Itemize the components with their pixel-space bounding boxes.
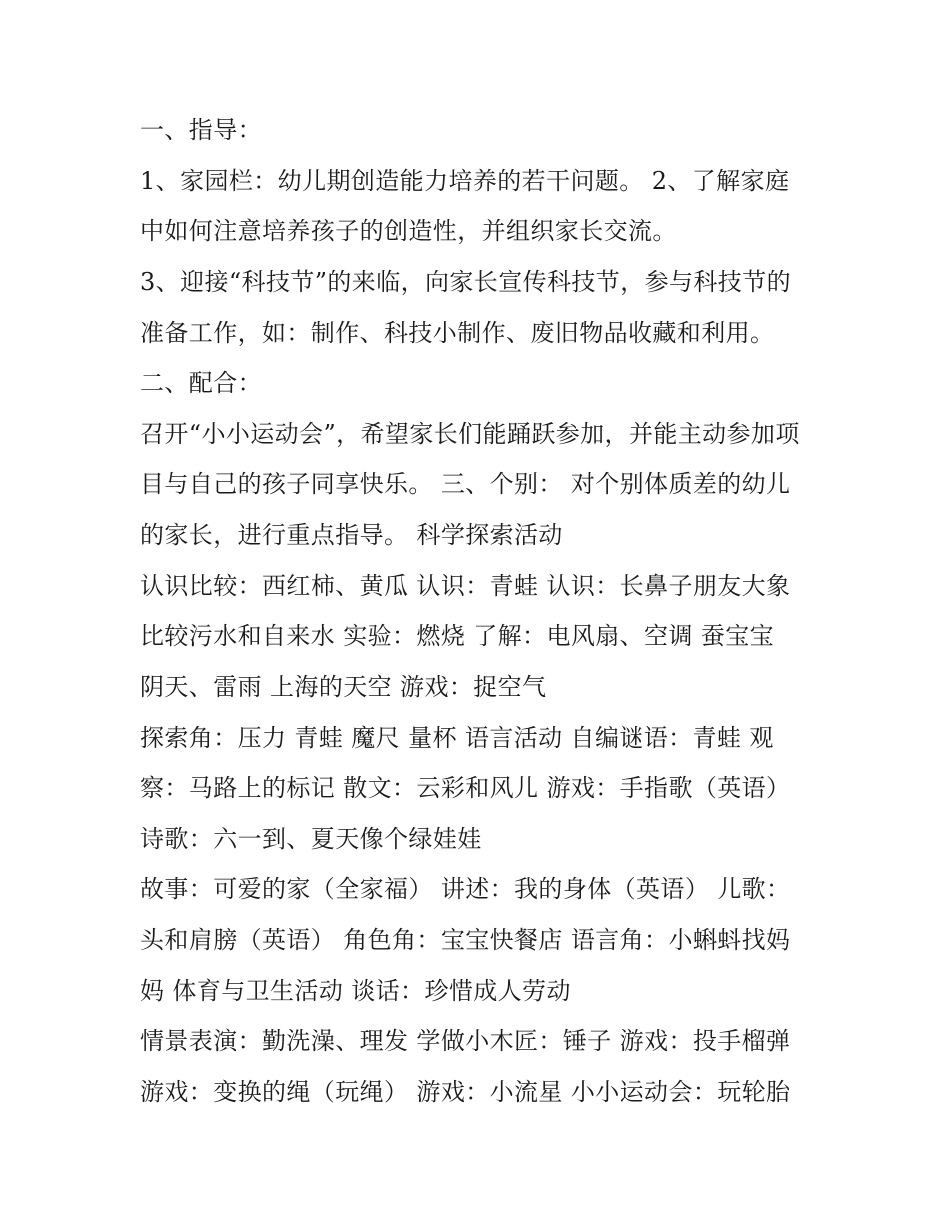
text-line: 游戏：变换的绳（玩绳） 游戏：小流星 小小运动会：玩轮胎 xyxy=(140,1078,791,1106)
text-line: 诗歌：六一到、夏天像个绿娃娃 xyxy=(140,825,482,853)
text-line: 认识比较：西红柿、黄瓜 认识：青蛙 认识：长鼻子朋友大象 xyxy=(140,572,791,600)
heading-cooperation: 二、配合： xyxy=(140,369,262,397)
text-line: 阴天、雷雨 上海的天空 游戏：捉空气 xyxy=(140,673,547,701)
text-line: 情景表演：勤洗澡、理发 学做小木匠：锤子 游戏：投手榴弹 xyxy=(140,1027,791,1055)
text-line: 准备工作，如：制作、科技小制作、废旧物品收藏和利用。 xyxy=(140,319,775,347)
text-line: 比较污水和自来水 实验：燃烧 了解：电风扇、空调 蚕宝宝 xyxy=(140,622,775,650)
text-line: 探索角：压力 青蛙 魔尺 量杯 语言活动 自编谜语：青蛙 观 xyxy=(140,724,774,752)
text-line: 的家长，进行重点指导。 科学探索活动 xyxy=(140,521,563,549)
text-line: 妈 体育与卫生活动 谈话：珍惜成人劳动 xyxy=(140,977,571,1005)
text-line: 察：马路上的标记 散文：云彩和风儿 游戏：手指歌（英语） xyxy=(140,774,791,802)
text-line: 中如何注意培养孩子的创造性，并组织家长交流。 xyxy=(140,217,677,245)
text-line: 故事：可爱的家（全家福） 讲述：我的身体（英语） 儿歌： xyxy=(140,875,791,903)
text-line: 召开“小小运动会”，希望家长们能踊跃参加，并能主动参加项 xyxy=(140,420,800,448)
text-line: 头和肩膀（英语） 角色角：宝宝快餐店 语言角：小蝌蚪找妈 xyxy=(140,926,791,954)
text-line: 目与自己的孩子同享快乐。 三、个别： 对个别体质差的幼儿 xyxy=(140,470,791,498)
text-line: 1、家园栏：幼儿期创造能力培养的若干问题。 2、了解家庭 xyxy=(140,167,790,195)
text-line: 3、迎接“科技节”的来临，向家长宣传科技节，参与科技节的 xyxy=(140,268,792,296)
heading-guidance: 一、指导： xyxy=(140,116,262,144)
